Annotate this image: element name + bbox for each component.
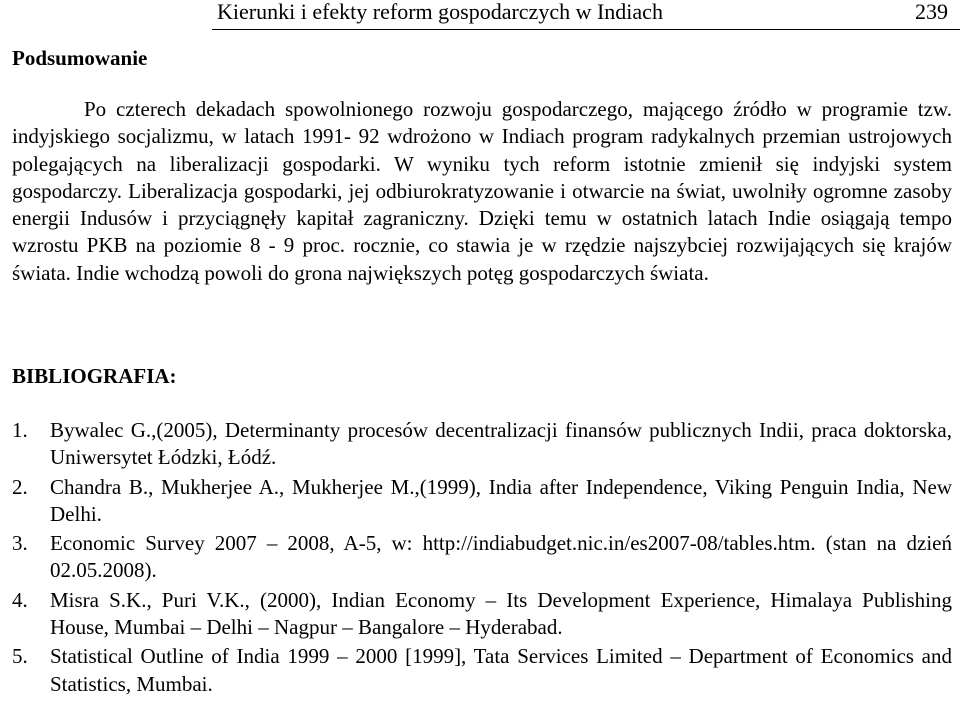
bibliography-item-number: 3.: [12, 531, 28, 556]
bibliography-item-number: 5.: [12, 644, 28, 669]
header-rule: [212, 29, 960, 30]
bibliography-item: [12, 474, 952, 529]
bibliography-list: [12, 417, 952, 700]
bibliography-item: [12, 643, 952, 698]
bibliography-item-text: Economic Survey 2007 – 2008, A-5, w: http://indiabudget.nic.in/es2007-08/tables.htm. (stan na dzień 02.05.2008).: [50, 531, 952, 583]
bibliography-item-number: 2.: [12, 474, 28, 499]
bibliography-item: [12, 587, 952, 642]
bibliography-heading: BIBLIOGRAFIA:: [12, 364, 177, 388]
bibliography-item-number: 1.: [12, 418, 28, 442]
bibliography-item: [12, 530, 952, 585]
running-title: Kierunki i efekty reform gospodarczych w Indiach: [217, 0, 663, 24]
bibliography-item-number: 4.: [12, 587, 28, 612]
bibliography-item-text: Misra S.K., Puri V.K., (2000), Indian Economy – Its Development Experience, Himalaya Publishing House, Mumbai – Delhi – Nagpur – Bangalore – Hyderabad.: [50, 587, 952, 640]
bibliography-item-text: Bywalec G.,(2005), Determinanty procesów decentralizacji finansów publicznych Indii, praca doktorska, Uniwersytet Łódzki, Łódź.: [50, 418, 952, 470]
section-heading-summary: Podsumowanie: [12, 46, 148, 70]
bibliography-item: [12, 417, 952, 472]
page-number: 239: [915, 0, 948, 24]
summary-paragraph: Po czterech dekadach spowolnionego rozwoju gospodarczego, mającego źródło w programie tzw. indyjskiego socjalizmu, w latach 1991- 92 wdrożono w Indiach program radykalnych przemian ustrojowych polegających na liberalizacji gospodarki. W wyniku tych reform istotnie zmienił się indyjski system gospodarczy. Liberalizacja gospodarki, jej odbiurokratyzowanie i otwarcie na świat, uwolniły ogromne zasoby energii Indusów i przyciągnęły kapitał zagraniczny. Dzięki temu w ostatnich latach Indie osiągają tempo wzrostu PKB na poziomie 8 - 9 proc. rocznie, co stawia je w rzędzie najszybciej rozwijających się krajów świata. Indie wchodzą powoli do grona największych potęg gospodarczych świata.: [12, 97, 952, 285]
bibliography-item-text: Chandra B., Mukherjee A., Mukherjee M.,(1999), India after Independence, Viking Penguin India, New Delhi.: [50, 474, 952, 526]
running-header: [0, 0, 960, 28]
bibliography-item-text: Statistical Outline of India 1999 – 2000 [1999], Tata Services Limited – Department of Economics and Statistics, Mumbai.: [50, 644, 952, 696]
